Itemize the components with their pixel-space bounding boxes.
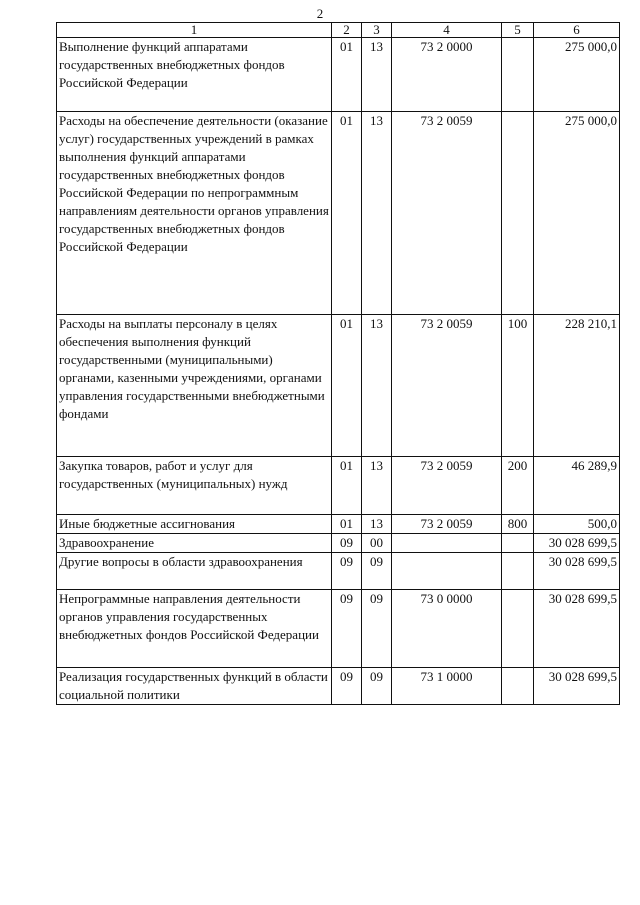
amount-cell: 30 028 699,5 (534, 534, 620, 553)
table-row (57, 457, 620, 515)
header-row (57, 23, 620, 38)
row-name-cell: Реализация государственных функций в области социальной политики (57, 668, 332, 705)
table-row (57, 590, 620, 668)
target-article-cell: 73 0 0000 (392, 590, 502, 668)
row-name-cell: Закупка товаров, работ и услуг для государственных (муниципальных) нужд (57, 457, 332, 515)
header-col-3: 3 (362, 23, 392, 38)
amount-cell: 30 028 699,5 (534, 668, 620, 705)
subsection-code-cell: 13 (362, 315, 392, 457)
subsection-code-cell: 13 (362, 112, 392, 315)
table-body (57, 38, 620, 705)
section-code-cell: 01 (332, 112, 362, 315)
amount-cell: 228 210,1 (534, 315, 620, 457)
subsection-code-cell: 09 (362, 553, 392, 590)
target-article-cell: 73 2 0059 (392, 112, 502, 315)
expense-type-cell (502, 534, 534, 553)
section-code-cell: 01 (332, 38, 362, 112)
header-col-6: 6 (534, 23, 620, 38)
table-row (57, 553, 620, 590)
row-name-cell: Расходы на выплаты персоналу в целях обеспечения выполнения функций государственными (муниципальными) органами, казенными учреждениями, органами управления государственными внебюджетными фондами (57, 315, 332, 457)
expense-type-cell: 800 (502, 515, 534, 534)
header-col-4: 4 (392, 23, 502, 38)
subsection-code-cell: 13 (362, 457, 392, 515)
expense-type-cell (502, 553, 534, 590)
section-code-cell: 01 (332, 315, 362, 457)
amount-cell: 500,0 (534, 515, 620, 534)
section-code-cell: 01 (332, 457, 362, 515)
row-name-cell: Здравоохранение (57, 534, 332, 553)
table-row (57, 668, 620, 705)
expense-type-cell (502, 112, 534, 315)
table-row (57, 534, 620, 553)
expense-type-cell: 200 (502, 457, 534, 515)
amount-cell: 30 028 699,5 (534, 553, 620, 590)
expense-type-cell: 100 (502, 315, 534, 457)
subsection-code-cell: 00 (362, 534, 392, 553)
expense-type-cell (502, 668, 534, 705)
budget-table (56, 22, 620, 705)
section-code-cell: 09 (332, 668, 362, 705)
target-article-cell: 73 1 0000 (392, 668, 502, 705)
section-code-cell: 09 (332, 534, 362, 553)
subsection-code-cell: 09 (362, 590, 392, 668)
target-article-cell (392, 553, 502, 590)
expense-type-cell (502, 38, 534, 112)
target-article-cell (392, 534, 502, 553)
target-article-cell: 73 2 0059 (392, 457, 502, 515)
header-col-5: 5 (502, 23, 534, 38)
subsection-code-cell: 09 (362, 668, 392, 705)
target-article-cell: 73 2 0059 (392, 515, 502, 534)
section-code-cell: 01 (332, 515, 362, 534)
target-article-cell: 73 2 0000 (392, 38, 502, 112)
amount-cell: 275 000,0 (534, 112, 620, 315)
amount-cell: 46 289,9 (534, 457, 620, 515)
row-name-cell: Расходы на обеспечение деятельности (оказание услуг) государственных учреждений в рамках выполнения функций аппаратами государственных внебюджетных фондов Российской Федерации по непрограммным направлениям деятельности органов управления государственных внебюджетных фондов Российской Федерации (57, 112, 332, 315)
header-col-2: 2 (332, 23, 362, 38)
target-article-cell: 73 2 0059 (392, 315, 502, 457)
table-row (57, 315, 620, 457)
section-code-cell: 09 (332, 590, 362, 668)
row-name-cell: Выполнение функций аппаратами государственных внебюджетных фондов Российской Федерации (57, 38, 332, 112)
table-row (57, 112, 620, 315)
header-col-1: 1 (57, 23, 332, 38)
table-header (57, 23, 620, 38)
amount-cell: 275 000,0 (534, 38, 620, 112)
expense-type-cell (502, 590, 534, 668)
amount-cell: 30 028 699,5 (534, 590, 620, 668)
page-number: 2 (316, 6, 324, 21)
row-name-cell: Непрограммные направления деятельности органов управления государственных внебюджетных фондов Российской Федерации (57, 590, 332, 668)
table-row (57, 38, 620, 112)
row-name-cell: Другие вопросы в области здравоохранения (57, 553, 332, 590)
subsection-code-cell: 13 (362, 515, 392, 534)
table-row (57, 515, 620, 534)
row-name-cell: Иные бюджетные ассигнования (57, 515, 332, 534)
subsection-code-cell: 13 (362, 38, 392, 112)
section-code-cell: 09 (332, 553, 362, 590)
